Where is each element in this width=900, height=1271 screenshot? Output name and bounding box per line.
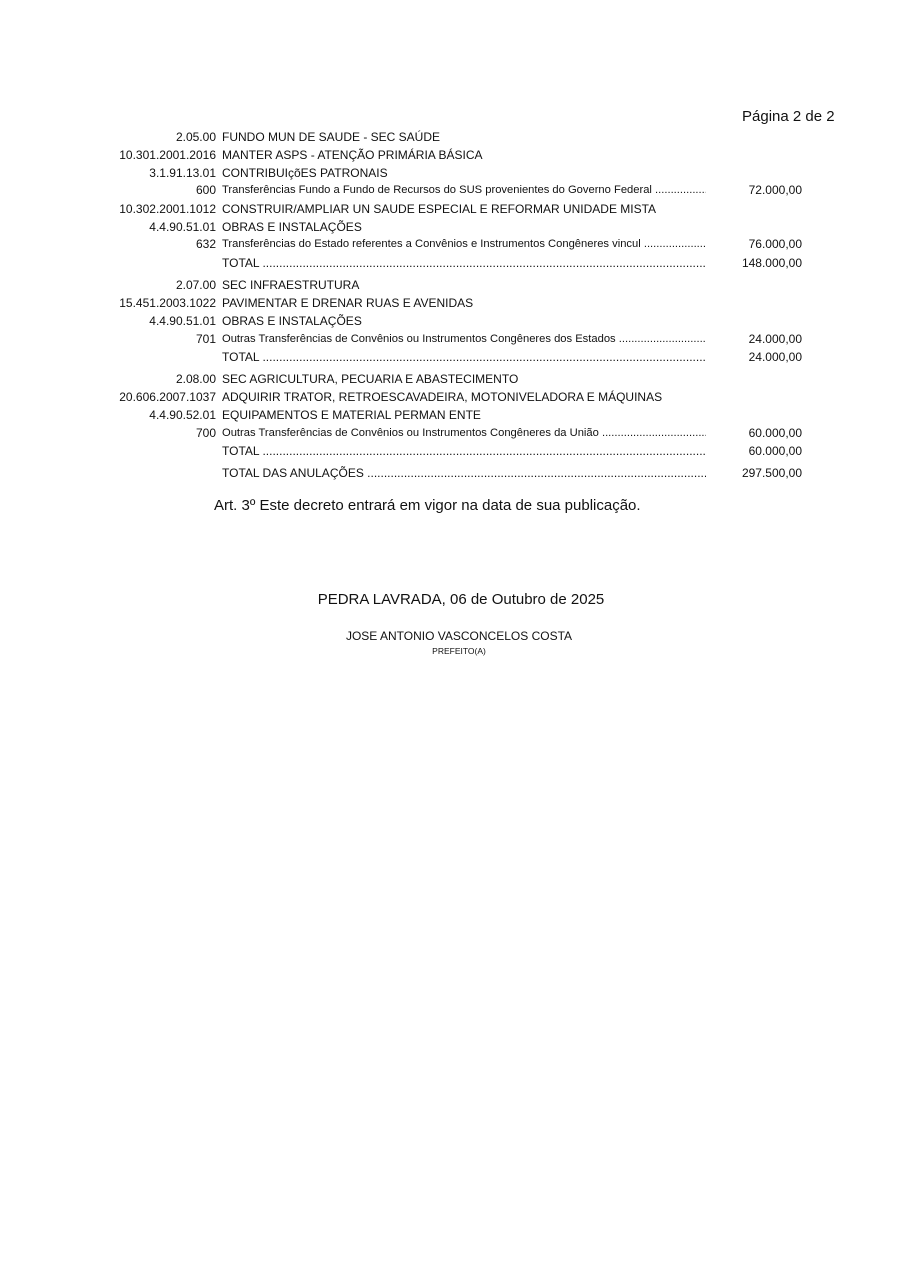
- row-description: Outras Transferências de Convênios ou Instrumentos Congêneres dos Estados .....: [222, 331, 706, 347]
- row-amount: 60.000,00: [748, 444, 802, 458]
- row-amount: 148.000,00: [741, 256, 802, 270]
- total-row: [0, 443, 900, 459]
- row-amount: 24.000,00: [748, 332, 802, 346]
- source-row: [0, 331, 900, 347]
- expense-element-row: [0, 165, 900, 181]
- city-date: PEDRA LAVRADA, 06 de Outubro de 2025: [317, 591, 605, 608]
- row-description: SEC INFRAESTRUTURA: [222, 278, 360, 292]
- row-description: ADQUIRIR TRATOR, RETROESCAVADEIRA, MOTONIVELADORA E MÁQUINAS: [222, 390, 663, 404]
- row-amount: 60.000,00: [748, 426, 802, 440]
- row-code: 4.4.90.51.01: [149, 220, 216, 234]
- row-description: OBRAS E INSTALAÇÕES: [222, 314, 362, 328]
- org-unit-row: [0, 277, 900, 293]
- row-description: FUNDO MUN DE SAUDE - SEC SAÚDE: [222, 130, 441, 144]
- row-amount: 24.000,00: [748, 350, 802, 364]
- article-text: Art. 3º Este decreto entrará em vigor na data de sua publicação.: [214, 497, 641, 514]
- row-description: Transferências Fundo a Fundo de Recursos do SUS provenientes do Governo Federal .....: [222, 182, 706, 198]
- program-row: [0, 201, 900, 217]
- row-code: 2.07.00: [175, 278, 216, 292]
- row-description: CONSTRUIR/AMPLIAR UN SAUDE ESPECIAL E REFORMAR UNIDADE MISTA: [222, 202, 657, 216]
- expense-element-row: [0, 219, 900, 235]
- row-amount: 297.500,00: [741, 466, 802, 480]
- signer-role: PREFEITO(A): [432, 646, 486, 656]
- row-code: 20.606.2007.1037: [119, 390, 216, 404]
- page-number: Página 2 de 2: [742, 108, 835, 125]
- signer-name: JOSE ANTONIO VASCONCELOS COSTA: [345, 629, 573, 643]
- row-description: SEC AGRICULTURA, PECUARIA E ABASTECIMENTO: [222, 372, 519, 386]
- org-unit-row: [0, 371, 900, 387]
- program-row: [0, 389, 900, 405]
- row-code: 700: [195, 426, 216, 440]
- row-amount: 76.000,00: [748, 237, 802, 251]
- row-code: 15.451.2003.1022: [119, 296, 216, 310]
- row-description: TOTAL .....: [222, 443, 706, 459]
- row-description: EQUIPAMENTOS E MATERIAL PERMAN ENTE: [222, 408, 481, 422]
- row-code: 4.4.90.51.01: [149, 314, 216, 328]
- row-code: 3.1.91.13.01: [149, 166, 216, 180]
- row-code: 10.301.2001.2016: [119, 148, 216, 162]
- program-row: [0, 147, 900, 163]
- row-code: 10.302.2001.1012: [119, 202, 216, 216]
- source-row: [0, 425, 900, 441]
- row-code: 600: [195, 183, 216, 197]
- row-amount: 72.000,00: [748, 183, 802, 197]
- row-description: TOTAL .....: [222, 349, 706, 365]
- row-description: Transferências do Estado referentes a Convênios e Instrumentos Congêneres vincul .....: [222, 236, 706, 252]
- expense-element-row: [0, 407, 900, 423]
- row-code: 701: [195, 332, 216, 346]
- source-row: [0, 182, 900, 198]
- row-description: CONTRIBUIçõES PATRONAIS: [222, 166, 388, 180]
- row-description: Outras Transferências de Convênios ou Instrumentos Congêneres da União .....: [222, 425, 706, 441]
- total-row: [0, 255, 900, 271]
- source-row: [0, 236, 900, 252]
- row-description: TOTAL .....: [222, 255, 706, 271]
- row-description: MANTER ASPS - ATENÇÃO PRIMÁRIA BÁSICA: [222, 148, 483, 162]
- row-code: 2.05.00: [175, 130, 216, 144]
- total-row: [0, 349, 900, 365]
- row-description: TOTAL DAS ANULAÇÕES .....: [222, 465, 706, 481]
- expense-element-row: [0, 313, 900, 329]
- grand-total-row: [0, 465, 900, 481]
- row-description: PAVIMENTAR E DRENAR RUAS E AVENIDAS: [222, 296, 474, 310]
- row-code: 4.4.90.52.01: [149, 408, 216, 422]
- program-row: [0, 295, 900, 311]
- row-code: 632: [195, 237, 216, 251]
- org-unit-row: [0, 129, 900, 145]
- row-code: 2.08.00: [175, 372, 216, 386]
- row-description: OBRAS E INSTALAÇÕES: [222, 220, 362, 234]
